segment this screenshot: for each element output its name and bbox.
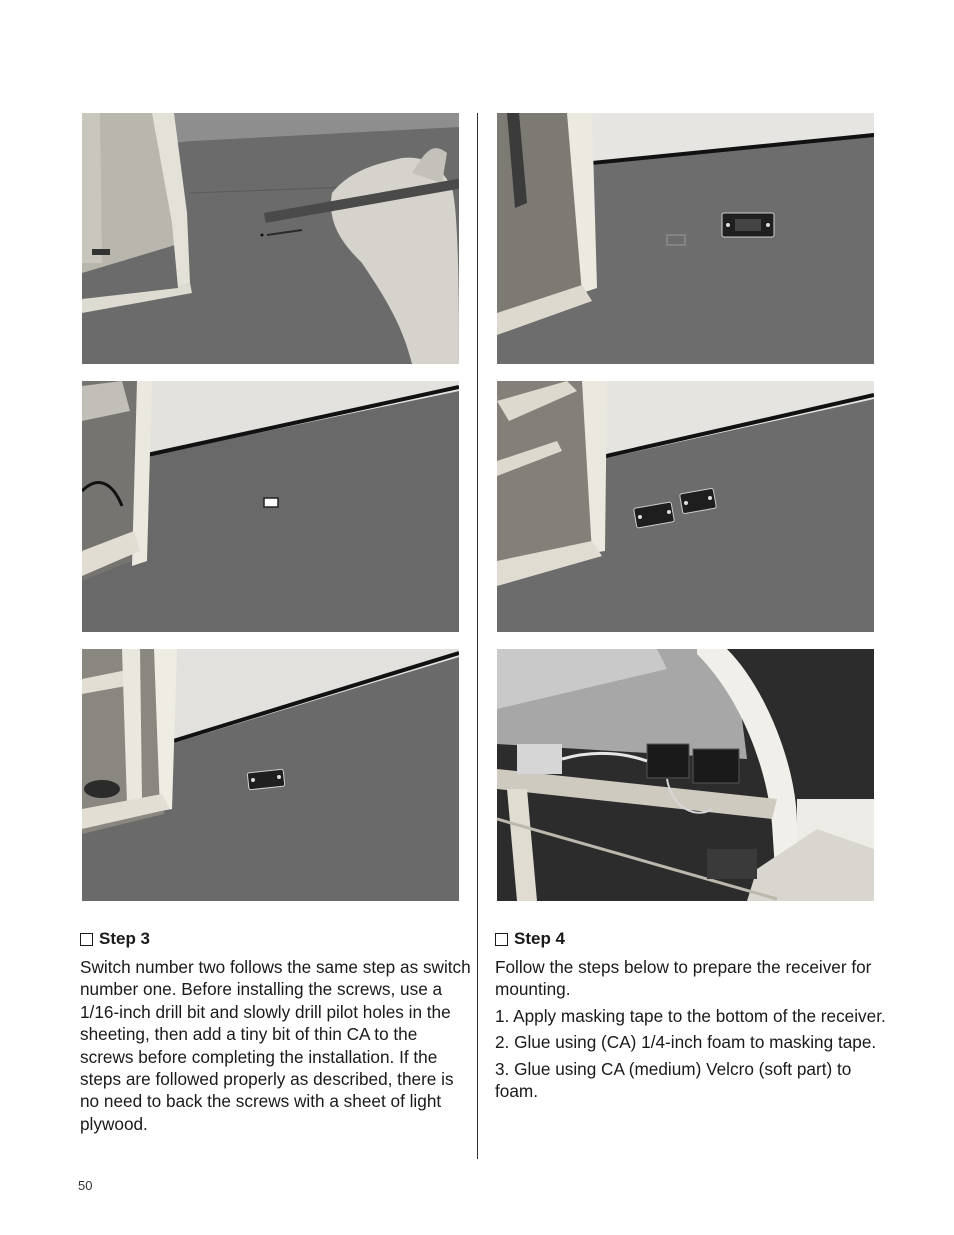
step-4-item-2: 2. Glue using (CA) 1/4-inch foam to masking tape. [495, 1032, 877, 1053]
photo-second-switch-installed [82, 649, 459, 901]
step-4-title: Step 4 [514, 929, 566, 948]
photo-two-switches-mounted [497, 381, 874, 632]
page-number: 50 [78, 1178, 93, 1193]
photo-marking-switch-location [82, 113, 459, 364]
step-4-item-1: 1. Apply masking tape to the bottom of the receiver. [495, 1005, 886, 1026]
photo-switch-cutout [82, 381, 459, 632]
step-3-section [80, 928, 472, 1139]
step-4-checkbox[interactable] [495, 933, 508, 946]
step-3-title: Step 3 [99, 929, 151, 948]
column-divider [477, 113, 478, 1159]
step-3-heading [80, 928, 472, 950]
step-4-intro: Follow the steps below to prepare the receiver for mounting. [495, 957, 872, 1000]
step-3-checkbox[interactable] [80, 933, 93, 946]
step-4-item-3: 3. Glue using CA (medium) Velcro (soft part) to foam. [495, 1058, 852, 1102]
photo-first-switch-mounted [497, 113, 874, 364]
step-3-paragraph: Switch number two follows the same step as switch number one. Before installing the screws, use a 1/16-inch drill bit and slowly drill pilot holes in the sheeting, then add a tiny bit of thin CA to the screws before completing the installation. If the steps are followed properly as described, there is no need to back the screws with a sheet of light plywood. [80, 957, 471, 1134]
step-4-section [495, 928, 887, 1106]
photo-switches-inside-fuselage [497, 649, 874, 901]
step-4-heading [495, 928, 887, 950]
